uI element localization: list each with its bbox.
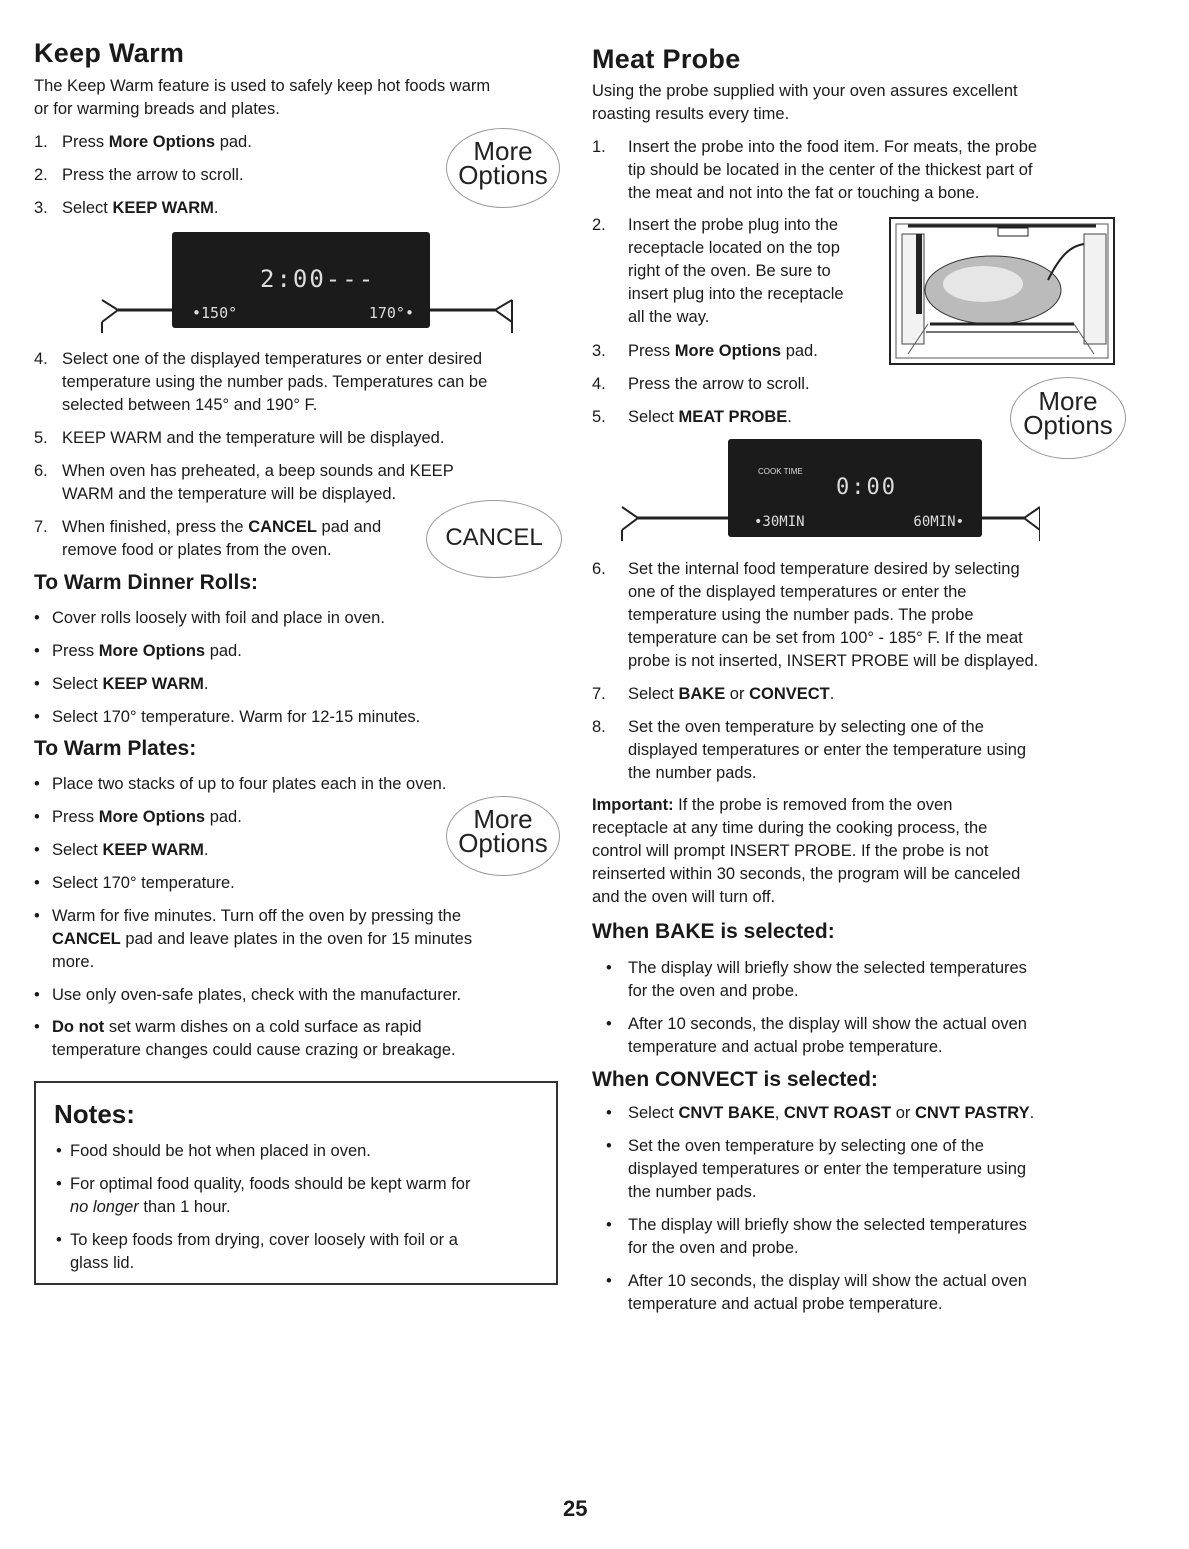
meat-probe-display [728, 439, 982, 537]
keep-warm-title: Keep Warm [34, 38, 185, 68]
meat-probe-step-2-line2: receptacle located on the top [628, 239, 840, 257]
keep-warm-step-4-line2: temperature using the number pads. Temperatures can be [62, 373, 488, 391]
bake-bullet-2-line2: temperature and actual probe temperature. [628, 1038, 943, 1056]
convect-heading: When CONVECT is selected: [592, 1068, 878, 1091]
display-temp-right: 170°• [368, 304, 414, 322]
display-label: COOK TIME [758, 467, 803, 476]
keep-warm-step-4: 4. Select one of the displayed temperatures or enter desired [34, 350, 483, 368]
meat-probe-step-5: 5. Select MEAT PROBE. [592, 408, 792, 426]
meat-probe-step-2-line3: right of the oven. Be sure to [628, 262, 831, 280]
meat-probe-step-6-line3: temperature using the number pads. The probe [628, 606, 974, 624]
keep-warm-step-5: 5. KEEP WARM and the temperature will be displayed. [34, 429, 445, 447]
plates-bullet-5-line2: CANCEL pad and leave plates in the oven for 15 minutes [52, 930, 473, 948]
meat-probe-intro-line1: Using the probe supplied with your oven assures excellent [592, 82, 1018, 100]
more-options-pad-3[interactable]: More Options [1010, 377, 1126, 459]
convect-bullet-4-line2: temperature and actual probe temperature. [628, 1295, 943, 1313]
bake-bullet-1: • The display will briefly show the selected temperatures [606, 959, 1027, 977]
convect-bullet-2-line3: the number pads. [628, 1183, 757, 1201]
notes-item-1: • Food should be hot when placed in oven. [56, 1142, 371, 1160]
dinner-rolls-bullet-2: • Press More Options pad. [34, 642, 242, 660]
meat-probe-step-1-line3: the meat and not into the fat or touching a bone. [628, 184, 980, 202]
keep-warm-step-7: 7. When finished, press the CANCEL pad and [34, 518, 382, 536]
keep-warm-intro-line2: or for warming breads and plates. [34, 100, 280, 118]
dinner-rolls-bullet-1: • Cover rolls loosely with foil and place in oven. [34, 609, 385, 627]
display-time-2: 0:00 [836, 475, 897, 500]
keep-warm-step-3: 3. Select KEEP WARM. [34, 199, 219, 217]
oven-turkey-illustration [888, 216, 1116, 366]
keep-warm-step-2: 2. Press the arrow to scroll. [34, 166, 244, 184]
important-note-line4: reinserted within 30 seconds, the program will be canceled [592, 865, 1021, 883]
meat-probe-step-2: 2. Insert the probe plug into the [592, 216, 839, 234]
convect-bullet-3-line2: for the oven and probe. [628, 1239, 799, 1257]
important-note-line3: control will prompt INSERT PROBE. If the probe is not [592, 842, 989, 860]
plates-bullet-7-line2: temperature changes could cause crazing or breakage. [52, 1041, 456, 1059]
more-options-pad-2[interactable]: More Options [446, 796, 560, 876]
dinner-rolls-heading: To Warm Dinner Rolls: [34, 571, 259, 594]
important-note-line2: receptacle at any time during the cooking process, the [592, 819, 988, 837]
keep-warm-step-7-line2: remove food or plates from the oven. [62, 541, 332, 559]
meat-probe-step-4: 4. Press the arrow to scroll. [592, 375, 810, 393]
plates-bullet-3: • Select KEEP WARM. [34, 841, 209, 859]
keep-warm-step-6-line2: WARM and the temperature will be displayed. [62, 485, 397, 503]
notes-item-3-line2: glass lid. [70, 1254, 135, 1272]
keep-warm-display-figure [100, 230, 520, 340]
bake-bullet-2: • After 10 seconds, the display will show the actual oven [606, 1015, 1027, 1033]
notes-item-2: • For optimal food quality, foods should be kept warm for [56, 1175, 471, 1193]
display-right-2: 60MIN• [913, 514, 964, 530]
plates-bullet-1: • Place two stacks of up to four plates each in the oven. [34, 775, 447, 793]
plates-bullet-5-line3: more. [52, 953, 95, 971]
plates-bullet-2: • Press More Options pad. [34, 808, 242, 826]
plates-bullet-7: • Do not set warm dishes on a cold surface as rapid [34, 1018, 422, 1036]
meat-probe-step-6: 6. Set the internal food temperature desired by selecting [592, 560, 1020, 578]
meat-probe-step-6-line5: probe is not inserted, INSERT PROBE will be displayed. [628, 652, 1039, 670]
plates-bullet-5: • Warm for five minutes. Turn off the oven by pressing the [34, 907, 462, 925]
display-temp-left: •150° [192, 304, 238, 322]
convect-bullet-2-line2: displayed temperatures or enter the temperature using [628, 1160, 1027, 1178]
meat-probe-intro-line2: roasting results every time. [592, 105, 790, 123]
plates-bullet-4: • Select 170° temperature. [34, 874, 235, 892]
meat-probe-step-8: 8. Set the oven temperature by selecting one of the [592, 718, 984, 736]
convect-bullet-4: • After 10 seconds, the display will show the actual oven [606, 1272, 1027, 1290]
plates-heading: To Warm Plates: [34, 737, 197, 760]
convect-bullet-2: • Set the oven temperature by selecting one of the [606, 1137, 984, 1155]
keep-warm-step-4-line3: selected between 145° and 190° F. [62, 396, 318, 414]
keep-warm-step-1: 1. Press More Options pad. [34, 133, 252, 151]
meat-probe-step-1-line2: tip should be located in the center of the thickest part of [628, 161, 1033, 179]
bake-bullet-1-line2: for the oven and probe. [628, 982, 799, 1000]
meat-probe-step-6-line2: one of the displayed temperatures or enter the [628, 583, 967, 601]
notes-box [34, 1081, 558, 1285]
meat-probe-step-7: 7. Select BAKE or CONVECT. [592, 685, 835, 703]
meat-probe-step-2-line5: all the way. [628, 308, 710, 326]
display-time: 2:00--- [260, 265, 376, 293]
meat-probe-title: Meat Probe [592, 44, 741, 74]
keep-warm-display [172, 232, 430, 328]
keep-warm-step-6: 6. When oven has preheated, a beep sounds and KEEP [34, 462, 454, 480]
meat-probe-display-figure [620, 437, 1040, 549]
dinner-rolls-bullet-4: • Select 170° temperature. Warm for 12-15 minutes. [34, 708, 421, 726]
cancel-pad[interactable]: CANCEL [426, 500, 562, 578]
convect-bullet-1: • Select CNVT BAKE, CNVT ROAST or CNVT PASTRY. [606, 1104, 1035, 1122]
plates-bullet-6: • Use only oven-safe plates, check with the manufacturer. [34, 986, 462, 1004]
dinner-rolls-bullet-3: • Select KEEP WARM. [34, 675, 209, 693]
notes-title: Notes: [54, 1099, 135, 1129]
meat-probe-step-8-line3: the number pads. [628, 764, 757, 782]
meat-probe-step-8-line2: displayed temperatures or enter the temperature using [628, 741, 1027, 759]
more-options-pad[interactable]: More Options [446, 128, 560, 208]
notes-item-3: • To keep foods from drying, cover loosely with foil or a [56, 1231, 458, 1249]
meat-probe-step-3: 3. Press More Options pad. [592, 342, 818, 360]
meat-probe-step-2-line4: insert plug into the receptacle [628, 285, 844, 303]
bake-heading: When BAKE is selected: [592, 920, 835, 943]
important-note: Important: If the probe is removed from the oven [592, 796, 953, 814]
meat-probe-step-1: 1. Insert the probe into the food item. For meats, the probe [592, 138, 1038, 156]
convect-bullet-3: • The display will briefly show the selected temperatures [606, 1216, 1027, 1234]
keep-warm-intro-line1: The Keep Warm feature is used to safely keep hot foods warm [34, 77, 491, 95]
page-number: 25 [563, 1496, 588, 1521]
meat-probe-step-6-line4: temperature can be set from 100° - 185° F. If the meat [628, 629, 1023, 647]
display-left-2: •30MIN [754, 514, 805, 530]
notes-item-2-line2: no longer than 1 hour. [70, 1198, 231, 1216]
important-note-line5: and the oven will turn off. [592, 888, 776, 906]
